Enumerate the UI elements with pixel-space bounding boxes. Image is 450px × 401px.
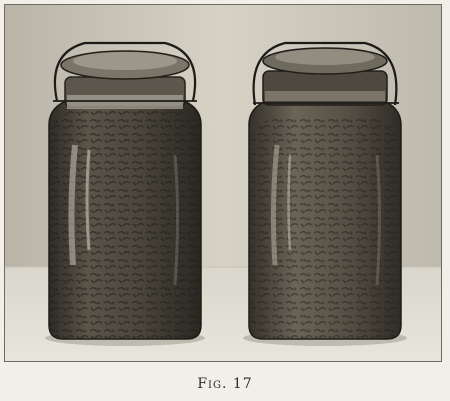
photo-plate: [4, 4, 442, 362]
photograph: [5, 5, 441, 361]
figure-caption: Fig. 17: [197, 376, 253, 392]
left-jar: [45, 43, 205, 346]
right-jar: [243, 43, 407, 346]
